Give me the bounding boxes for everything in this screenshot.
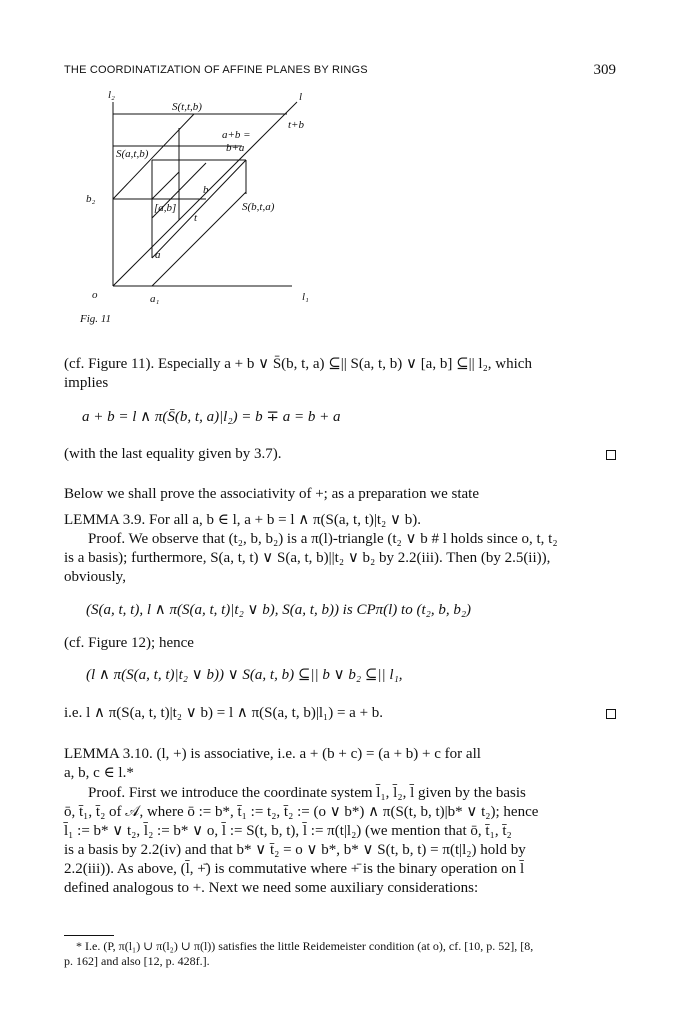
label-a-plus-b: a+b = xyxy=(222,129,251,141)
footnote-line2: p. 162] and also [12, p. 428f.]. xyxy=(64,954,210,968)
qed-box-1 xyxy=(606,450,616,460)
proof1-line1: Proof. We observe that (t₂, b, b₂) is a π(l)-triangle (t₂ ∨ b # l holds since o, t, t₂ xyxy=(88,531,558,547)
proof2-line4: is a basis by 2.2(iv) and that b* ∨ t̄₂ = o ∨ b*, b* ∨ S(t, b, t) = π(t|l₂) hold by xyxy=(64,842,526,858)
proof2-line1: Proof. First we introduce the coordinate system l̄₁, l̄₂, l̄ given by the basis xyxy=(88,785,526,801)
label-l1: l₁ xyxy=(302,291,309,303)
label-a1: a₁ xyxy=(150,293,160,305)
proof1-line3: obviously, xyxy=(64,569,126,585)
label-a: a xyxy=(155,249,161,261)
figure-caption: Fig. 11 xyxy=(80,313,111,325)
label-o: o xyxy=(92,289,98,301)
footnote-rule xyxy=(64,935,114,936)
qed-box-2 xyxy=(606,709,616,719)
para2: (with the last equality given by 3.7). xyxy=(64,446,282,462)
equation-1: a + b = l ∧ π(S̄(b, t, a)|l₂) = b ∓ a = b + a xyxy=(82,409,341,425)
para1-line1: (cf. Figure 11). Especially a + b ∨ S̄(b, t, a) ⊆|| S(a, t, b) ∨ [a, b] ⊆|| l₂, which xyxy=(64,356,532,372)
label-b: b xyxy=(203,184,209,196)
para3: Below we shall prove the associativity of +; as a preparation we state xyxy=(64,486,479,502)
running-title: THE COORDINATIZATION OF AFFINE PLANES BY RINGS xyxy=(64,64,368,76)
label-t: t xyxy=(194,212,198,224)
label-Satb: S(a,t,b) xyxy=(116,148,149,160)
footnote-line1: * I.e. (P, π(l₁) ∪ π(l₂) ∪ π(l)) satisfies the little Reidemeister condition (at o), cf. [10, p. 52], [8, xyxy=(76,939,534,953)
figure-11 xyxy=(64,88,324,308)
proof1-line2: is a basis); furthermore, S(a, t, t) ∨ S(a, t, b)||t₂ ∨ b₂ by 2.2(iii). Then (by 2.5(ii)), xyxy=(64,550,551,566)
proof2-line2: ō, t̄₁, t̄₂ of 𝒜, where ō := b*, t̄₁ := t₂, t̄₂ := (o ∨ b*) ∧ π(S(t, b, t)|b* ∨ t₂); hence xyxy=(64,804,539,820)
para1-line2: implies xyxy=(64,375,109,391)
label-Sbta: S(b,t,a) xyxy=(242,201,275,213)
para5: i.e. l ∧ π(S(a, t, t)|t₂ ∨ b) = l ∧ π(S(a, t, b)|l₁) = a + b. xyxy=(64,705,384,721)
label-Sttb: S(t,t,b) xyxy=(172,101,202,113)
label-b2: b₂ xyxy=(86,193,96,205)
label-l2: l₂ xyxy=(108,89,115,101)
lemma-3-10-line2: a, b, c ∈ l.* xyxy=(64,765,134,781)
running-header xyxy=(64,62,616,82)
lemma-3-9: LEMMA 3.9. For all a, b ∈ l, a + b = l ∧ π(S(a, t, t)|t₂ ∨ b). xyxy=(64,512,422,528)
proof2-line6: defined analogous to +. Next we need some auxiliary considerations: xyxy=(64,880,479,896)
proof2-line3: l̄₁ := b* ∨ t₂, l̄₂ := b* ∨ o, l̄ := S(t, b, t), l̄ := π(t|l₂) (we mention that ō, t̄₁, t̄₂ xyxy=(64,823,512,839)
label-l: l xyxy=(299,91,303,103)
proof2-line5: 2.2(iii)). As above, (l̄, +̄) is commutative where +̄ is the binary operation on l̄ xyxy=(64,861,525,877)
label-b-plus-a: b+a xyxy=(226,142,245,154)
footnote xyxy=(64,939,620,969)
label-ab: [a,b] xyxy=(154,202,177,214)
page-number: 309 xyxy=(593,62,616,78)
equation-3: (l ∧ π(S(a, t, t)|t₂ ∨ b)) ∨ S(a, t, b) ⊆|| b ∨ b₂ ⊆|| l₁, xyxy=(86,667,403,683)
para4: (cf. Figure 12); hence xyxy=(64,635,194,651)
label-t-plus-b: t+b xyxy=(288,119,304,131)
equation-2: (S(a, t, t), l ∧ π(S(a, t, t)|t₂ ∨ b), S(a, t, b)) is CPπ(l) to (t₂, b, b₂) xyxy=(86,602,472,618)
lemma-3-10-line1: LEMMA 3.10. (l, +) is associative, i.e. a + (b + c) = (a + b) + c for all xyxy=(64,746,481,762)
